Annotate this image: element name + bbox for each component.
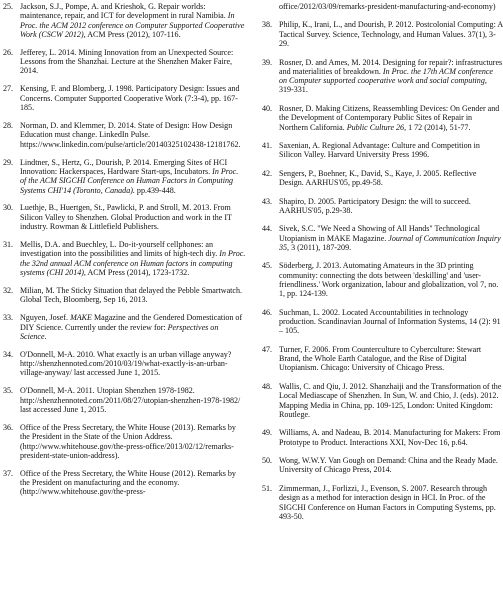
reference-number: 41. — [262, 141, 273, 151]
reference-number: 32. — [3, 285, 14, 295]
reference-text: Suchman, L. 2002. Located Accountabilities in technology production. Scandinavian Journal of Information Systems, 14 (2): 91 – 105. — [279, 307, 501, 336]
reference-text: Zimmerman, J., Forlizzi, J., Evenson, S. 2007. Research through design as a method for interaction design in HCI. In Proc. of the SIGCHI Conference on Human Factors in Computing Systems, pp. 493-50. — [279, 483, 496, 521]
reference-number: 49. — [262, 428, 273, 438]
reference-entry — [262, 224, 503, 252]
reference-text: Wallis, C. and Qiu, J. 2012. Shanzhaiji and the Transformation of the Local Mediascape of Shenzhen. In Sun, W. and Chio, J. (eds). 2012. Mapping Media in China, pp. 109-125, London: United Kingdom: Routlege. — [279, 381, 502, 419]
reference-entry — [3, 121, 246, 149]
reference-text: Turner, F. 2006. From Counterculture to Cyberculture: Stewart Brand, the Whole Earth Catalogue, and the Rise of Digital Utopianism. Chicago: University of Chicago Press. — [279, 344, 482, 373]
reference-text: Philip, K., Irani, L., and Dourish, P. 2012. Postcolonial Computing: A Tactical Survey. Science, Technology, and Human Values. 37(1), 3-29. — [279, 20, 503, 49]
reference-entry — [262, 169, 503, 188]
reference-text: Lindtner, S., Hertz, G., Dourish, P. 2014. Emerging Sites of HCI Innovation: Hackerspaces, Hardware Start-ups, Incubators. In Proc. of the ACM SIGCHI Conference on Human Factors in Computing Systems CHI'14 (Toronto, Canada). pp.439-448. — [20, 157, 239, 195]
reference-entry — [3, 158, 246, 195]
reference-entry — [3, 48, 246, 76]
reference-text: Söderberg, J. 2013. Automating Amateurs in the 3D printing community: connecting the dots between 'deskilling' and 'user-friendliness.' Work organization, labour and globalization, vol 7, no. 1, pp. 124-139. — [279, 261, 499, 299]
reference-number: 42. — [262, 168, 273, 178]
reference-text: Office of the Press Secretary, the White House (2013). Remarks by the President in the State of the Union Address. (http://www.whitehouse.gov/the-press-office/2013/02/12/remarks-president-state-union-address). — [20, 422, 236, 460]
references-left-column — [3, 2, 246, 497]
reference-number: 51. — [262, 483, 273, 493]
reference-text: Shapiro, D. 2005. Participatory Design: the will to succeed. AARHUS'05, p.29-38. — [279, 196, 471, 215]
reference-text: Wong, W.W.Y. Van Gough on Demand: China and the Ready Made. University of Chicago Press, 2014. — [279, 456, 498, 475]
reference-text: Jefferey, L. 2014. Mining Innovation from an Unexpected Source: Lessons from the Shanzhai. Lecture at the Shenzhen Maker Faire, 2014. — [20, 47, 234, 76]
reference-text: Office of the Press Secretary, the White House (2012). Remarks by the President on manufacturing and the economy. (http://www.whitehouse.gov/the-press- — [20, 468, 236, 497]
reference-entry — [3, 203, 246, 231]
reference-number: 37. — [3, 468, 14, 478]
reference-entry — [262, 197, 503, 216]
reference-number: 45. — [262, 261, 273, 271]
reference-text: Luethje, B., Huertgen, St., Pawlicki, P. and Stroll, M. 2013. From Silicon Valley to Shenzhen. Global Production and work in the IT industry. Rowman & Littlefield Publishers. — [20, 203, 232, 232]
reference-number: 39. — [262, 57, 273, 67]
reference-number: 30. — [3, 203, 14, 213]
reference-number: 35. — [3, 386, 14, 396]
reference-text: O'Donnell, M-A. 2011. Utopian Shenzhen 1978-1982. http://shenzhennoted.com/2011/08/27/utopian-shenzhen-1978-1982/ last accessed June 1, 2015. — [20, 386, 241, 414]
reference-number: 50. — [262, 456, 273, 466]
reference-text: office/2012/03/09/remarks-president-manufacturing-and-economy) — [279, 2, 496, 11]
reference-text: Kensing, F. and Blomberg, J. 1998. Participatory Design: Issues and Concerns. Computer Supported Cooperative Work (7:3-4), pp. 167-185. — [20, 84, 240, 113]
reference-entry — [3, 469, 246, 497]
reference-entry — [3, 84, 246, 112]
reference-number: 36. — [3, 422, 14, 432]
reference-text: Williams, A. and Nadeau, B. 2014. Manufacturing for Makers: From Prototype to Product. Interactions XXI, Nov-Dec 16, p.64. — [279, 428, 501, 447]
reference-entry — [262, 20, 503, 48]
reference-number: 48. — [262, 381, 273, 391]
reference-number: 38. — [262, 20, 273, 30]
reference-number: 31. — [3, 240, 14, 250]
reference-entry — [3, 350, 246, 378]
reference-number: 26. — [3, 47, 14, 57]
reference-number: 28. — [3, 121, 14, 131]
reference-text: Rosner, D. Making Citizens, Reassembling Devices: On Gender and the Development of Contemporary Public Sites of Repair in Northern California. Public Culture 26, 1 72 (2014), 51-77. — [279, 103, 500, 132]
reference-entry — [262, 428, 503, 447]
reference-number: 40. — [262, 103, 273, 113]
reference-text: Mellis, D.A. and Buechley, L. Do-it-yourself cellphones: an investigation into the possibilities and limits of high-tech diy. In Proc. the 32nd annual ACM conference on Human factors in computing systems (CHI 2014), ACM Press (2014), 1723-1732. — [20, 240, 246, 277]
reference-entry — [262, 345, 503, 373]
reference-number: 25. — [3, 2, 14, 11]
reference-number: 33. — [3, 313, 14, 323]
reference-number: 27. — [3, 84, 14, 94]
reference-entry — [262, 104, 503, 132]
reference-entry — [262, 308, 503, 336]
reference-text: Sengers, P., Boehner, K., David, S., Kaye, J. 2005. Reflective Design. AARHUS'05, pp.49-58. — [279, 168, 477, 188]
reference-entry — [262, 484, 503, 521]
reference-text: Rosner, D. and Ames, M. 2014. Designing for repair?: infrastructures and materialities of breakdown. In Proc. the 17th ACM conference on Computer supported cooperative work and social computing, 319-331. — [279, 57, 503, 95]
reference-text: Sivek, S.C. "We Need a Showing of All Hands" Technological Utopianism in MAKE Magazine. Journal of Communication Inquiry 35, 3 (2011), 187-209. — [279, 224, 501, 252]
reference-text: O'Donnell, M-A. 2010. What exactly is an urban village anyway? http://shenzhennoted.com/2010/03/19/what-exactly-is-an-urban-village-anyway/ last accessed June 1, 2015. — [20, 349, 232, 378]
reference-text: Norman, D. and Klemmer, D. 2014. State of Design: How Design Education must change. LinkedIn Pulse. https://www.linkedin.com/pulse/article/20140325102438-12181762. — [20, 121, 241, 149]
reference-entry — [3, 386, 246, 414]
reference-number: 47. — [262, 344, 273, 354]
reference-number: 43. — [262, 196, 273, 206]
reference-continuation — [262, 2, 503, 11]
reference-number: 34. — [3, 349, 14, 359]
reference-entry — [262, 141, 503, 160]
references-right-column — [262, 2, 503, 521]
reference-entry — [262, 456, 503, 475]
reference-entry — [262, 58, 503, 95]
reference-text: Saxenian, A. Regional Advantage: Culture and Competition in Silicon Valley. Harvard University Press 1996. — [279, 141, 480, 160]
reference-number: 44. — [262, 224, 273, 234]
reference-entry — [3, 240, 246, 277]
reference-number: 29. — [3, 157, 14, 167]
reference-entry — [3, 2, 246, 39]
reference-text: Jackson, S.J., Pompe, A. and Krieshok, G. Repair worlds: maintenance, repair, and ICT for development in rural Namibia. In Proc. the ACM 2012 conference on Computer Supported Cooperative Work (CSCW 2012), ACM Press (2012), 107-116. — [20, 2, 245, 39]
reference-number: 46. — [262, 307, 273, 317]
reference-entry — [3, 423, 246, 460]
reference-entry — [3, 313, 246, 341]
reference-entry — [3, 286, 246, 305]
reference-text: Milian, M. The Sticky Situation that delayed the Pebble Smartwatch. Global Tech, Bloomberg, Sep 16, 2013. — [20, 285, 242, 305]
reference-text: Nguyen, Josef. MAKE Magazine and the Gendered Domestication of DIY Science. Currently under the review for: Perspectives on Science. — [20, 313, 243, 341]
reference-entry — [262, 382, 503, 419]
reference-entry — [262, 261, 503, 298]
